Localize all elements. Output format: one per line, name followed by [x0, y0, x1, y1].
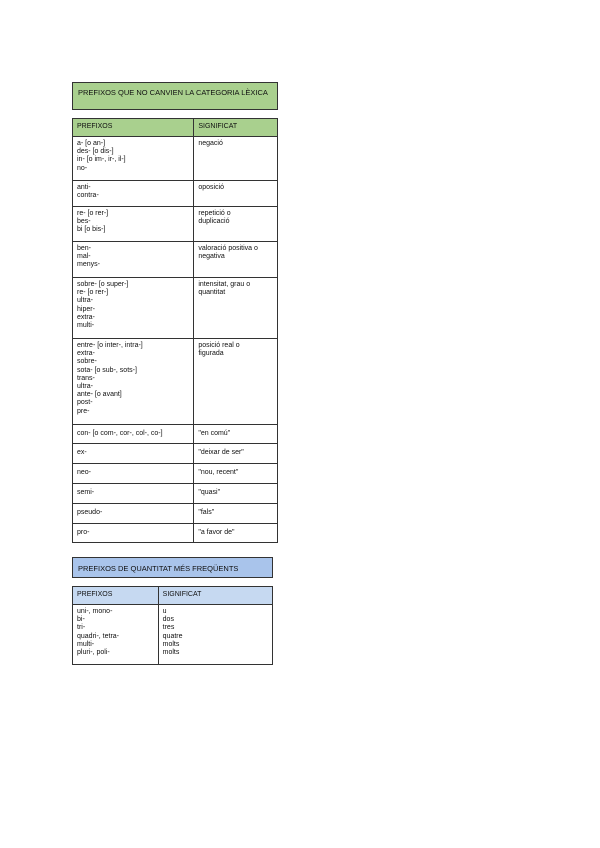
meaning-text: repetició o	[198, 210, 231, 217]
meaning-text: u	[162, 608, 167, 615]
meaning-cell	[194, 137, 278, 181]
prefix-cell	[73, 504, 194, 524]
prefix-text: re- [o rer-]	[77, 210, 109, 217]
meaning-cell	[194, 207, 278, 242]
prefix-cell	[73, 181, 194, 207]
prefix-text: multi-	[77, 322, 95, 330]
meaning-text: "quasi"	[198, 489, 221, 497]
prefix-text: sota- [o sub-, sots-]	[77, 366, 137, 374]
meaning-text: "deixar de ser"	[198, 449, 244, 457]
prefix-text: pseudo-	[77, 509, 103, 517]
section2-title: PREFIXOS DE QUANTITAT MÉS FREQÜENTS	[72, 557, 273, 578]
prefix-text: in- [o im-, ir-, il-]	[77, 156, 126, 164]
table-row	[73, 339, 278, 425]
meaning-text: figurada	[198, 350, 224, 358]
meaning-text: dos	[162, 616, 174, 624]
column-header-prefixos: PREFIXOS	[73, 119, 194, 137]
prefix-cell	[73, 278, 194, 339]
prefix-text: ultra-	[77, 297, 93, 305]
prefix-cell	[73, 464, 194, 484]
prefix-text: ante- [o avant]	[77, 391, 122, 399]
meaning-cell	[194, 181, 278, 207]
meaning-text: "fals"	[198, 509, 215, 517]
table-row	[73, 524, 278, 543]
prefix-cell	[73, 425, 194, 444]
meaning-text: negació	[198, 140, 223, 147]
prefix-text: ex-	[77, 449, 87, 457]
prefix-text: ben-	[77, 245, 92, 252]
prefix-text: con- [o com-, cor-, col-, co-]	[77, 429, 163, 437]
meaning-text: posició real o	[198, 342, 240, 349]
column-header-significat: SIGNIFICAT	[158, 587, 272, 605]
table-row	[73, 242, 278, 278]
table-header-row	[73, 119, 278, 137]
table-header-row	[73, 587, 273, 605]
table-row	[73, 278, 278, 339]
meaning-text: "nou, recent"	[198, 469, 239, 477]
prefix-cell	[73, 524, 194, 543]
prefix-text: bi [o bis-]	[77, 226, 106, 234]
prefix-text: semi-	[77, 489, 95, 497]
table-row	[73, 207, 278, 242]
table-row	[73, 181, 278, 207]
quantity-prefixes-table	[72, 586, 273, 665]
meaning-cell	[194, 425, 278, 444]
prefix-text: ultra-	[77, 383, 93, 391]
table-row	[73, 425, 278, 444]
meaning-cell	[194, 339, 278, 425]
prefix-text: multi-	[77, 640, 95, 648]
meaning-cell	[194, 524, 278, 543]
table-row	[73, 444, 278, 464]
meaning-text: quantitat	[198, 289, 226, 297]
meaning-text: quatre	[162, 632, 183, 640]
meaning-text: negativa	[198, 253, 225, 261]
prefix-text: uni-, mono-	[77, 608, 113, 615]
meaning-cell	[194, 504, 278, 524]
table-row	[73, 504, 278, 524]
prefix-cell	[73, 484, 194, 504]
prefix-cell	[73, 444, 194, 464]
column-header-significat: SIGNIFICAT	[194, 119, 278, 137]
meaning-text: duplicació	[198, 218, 230, 226]
meaning-cell	[194, 464, 278, 484]
prefix-text: des- [o dis-]	[77, 148, 114, 156]
prefix-cell	[73, 137, 194, 181]
prefix-text: sobre-	[77, 358, 97, 366]
table-row	[73, 137, 278, 181]
prefix-text: extra-	[77, 313, 95, 321]
prefix-cell	[73, 339, 194, 425]
prefix-text: tri-	[77, 624, 86, 632]
column-header-prefixos: PREFIXOS	[73, 587, 159, 605]
prefix-text: quadri-, tetra-	[77, 632, 120, 640]
meaning-text: oposició	[198, 184, 225, 191]
prefix-text: no-	[77, 164, 88, 172]
prefix-text: pre-	[77, 407, 90, 415]
meaning-cell	[194, 484, 278, 504]
prefix-cell	[73, 605, 159, 665]
prefix-text: extra-	[77, 350, 95, 358]
meaning-cell	[158, 605, 272, 665]
prefix-text: mal-	[77, 253, 91, 261]
meaning-cell	[194, 278, 278, 339]
prefix-cell	[73, 242, 194, 278]
prefix-text: a- [o an-]	[77, 140, 106, 147]
section1-title: PREFIXOS QUE NO CANVIEN LA CATEGORIA LÈXICA	[72, 82, 278, 110]
prefix-text: menys-	[77, 261, 100, 269]
meaning-text: "en comú"	[198, 429, 231, 437]
prefix-text: neo-	[77, 469, 92, 477]
meaning-text: valoració positiva o	[198, 245, 258, 252]
meaning-cell	[194, 444, 278, 464]
prefix-text: contra-	[77, 192, 99, 200]
meaning-cell	[194, 242, 278, 278]
prefix-text: sobre- [o super-]	[77, 281, 129, 288]
table-row	[73, 464, 278, 484]
prefix-text: bes-	[77, 218, 91, 226]
prefix-text: trans-	[77, 374, 95, 382]
meaning-text: "a favor de"	[198, 528, 235, 536]
meaning-text: molts	[162, 649, 180, 657]
prefix-text: re- [o rer-]	[77, 289, 109, 297]
prefix-text: bi-	[77, 616, 85, 624]
prefix-text: pluri-, poli-	[77, 649, 110, 657]
table-row	[73, 484, 278, 504]
prefix-text: pro-	[77, 528, 90, 536]
meaning-text: molts	[162, 640, 180, 648]
meaning-text: intensitat, grau o	[198, 281, 251, 288]
prefix-text: anti-	[77, 184, 91, 191]
table-row	[73, 605, 273, 665]
prefixes-table	[72, 118, 278, 543]
prefix-text: post-	[77, 399, 93, 407]
prefix-text: entre- [o inter-, intra-]	[77, 342, 143, 349]
prefix-text: hiper-	[77, 305, 95, 313]
prefix-cell	[73, 207, 194, 242]
meaning-text: tres	[162, 624, 175, 632]
